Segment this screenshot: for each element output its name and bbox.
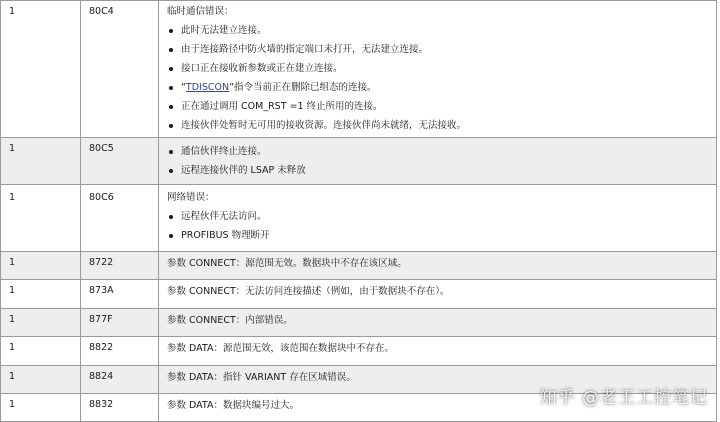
list-item-text: 通信伙伴终止连接。: [181, 146, 267, 157]
bullet-icon: [169, 48, 173, 52]
cell-description: [159, 138, 717, 185]
cell-value: 1: [1, 366, 81, 394]
cell-description: 参数 CONNECT：无法访问连接描述（例如，由于数据块不存在）。: [159, 280, 717, 309]
cell-code: 80C6: [81, 185, 159, 252]
cell-value: 1: [1, 252, 81, 280]
cell-description: 参数 CONNECT：内部错误。: [159, 309, 717, 337]
table-row: [1, 309, 717, 337]
bullet-list: [167, 210, 716, 243]
bullet-icon: [169, 215, 173, 219]
list-item: [167, 119, 716, 133]
list-item: [167, 62, 716, 76]
bullet-icon: [169, 86, 173, 90]
cell-value: 1: [1, 394, 81, 422]
bullet-list: [167, 24, 716, 133]
list-item: [167, 100, 716, 114]
list-item-text: 由于连接路径中防火墙的指定端口未打开，无法建立连接。: [181, 44, 429, 55]
cell-value: 1: [1, 337, 81, 366]
cell-code: 80C5: [81, 138, 159, 185]
cell-description: 参数 CONNECT：源范围无效。数据块中不存在该区域。: [159, 252, 717, 280]
watermark: 知乎 @老王工控笔记: [539, 388, 708, 408]
list-item: [167, 81, 716, 95]
list-item: [167, 164, 716, 178]
table-row: [1, 185, 717, 252]
bullet-icon: [169, 234, 173, 238]
list-item-text: 正在通过调用 COM_RST =1 终止所用的连接。: [181, 101, 383, 112]
cell-code: 80C4: [81, 1, 159, 138]
list-item: [167, 24, 716, 38]
cell-description: 参数 DATA：数据块编号过大。: [159, 394, 717, 422]
bullet-list: [167, 145, 716, 178]
table-row: [1, 252, 717, 280]
bullet-icon: [169, 29, 173, 33]
list-item-text: 连接伙伴处暂时无可用的接收资源。连接伙伴尚未就绪，无法接收。: [181, 120, 467, 131]
cell-value: 1: [1, 1, 81, 138]
cell-code: 8722: [81, 252, 159, 280]
list-item: [167, 210, 716, 224]
cell-description: [159, 185, 717, 252]
list-item-text: 远程伙伴无法访问。: [181, 211, 267, 222]
list-item-text: 此时无法建立连接。: [181, 25, 267, 36]
list-item-text: 接口正在接收新参数或正在建立连接。: [181, 63, 343, 74]
cell-value: 1: [1, 185, 81, 252]
cell-value: 1: [1, 280, 81, 309]
bullet-icon: [169, 124, 173, 128]
list-item-text: PROFIBUS 物理断开: [181, 230, 270, 241]
table-row: [1, 138, 717, 185]
list-item: [167, 43, 716, 57]
cell-code: 8824: [81, 366, 159, 394]
cell-value: 1: [1, 138, 81, 185]
bullet-icon: [169, 169, 173, 173]
bullet-icon: [169, 67, 173, 71]
cell-code: 8822: [81, 337, 159, 366]
cell-description: 参数 DATA：源范围无效，该范围在数据块中不存在。: [159, 337, 717, 366]
list-item-text: 远程连接伙伴的 LSAP 未释放: [181, 165, 306, 176]
cell-description: 参数 DATA：指针 VARIANT 存在区域错误。: [159, 366, 717, 394]
cell-code: 873A: [81, 280, 159, 309]
cell-code: 877F: [81, 309, 159, 337]
bullet-icon: [169, 105, 173, 109]
cell-code: 8832: [81, 394, 159, 422]
table-row: [1, 1, 717, 138]
bullet-icon: [169, 150, 173, 154]
cell-description: [159, 1, 717, 138]
description-heading: 临时通信错误：: [167, 6, 234, 17]
list-item-text-with-link[interactable]: “TDISCON”指令当前正在删除已组态的连接。: [181, 82, 377, 93]
list-item: [167, 145, 716, 159]
description-heading: 网络错误：: [167, 192, 215, 203]
list-item: [167, 229, 716, 243]
tdiscon-link[interactable]: TDISCON: [185, 82, 230, 93]
cell-value: 1: [1, 309, 81, 337]
table-row: [1, 280, 717, 309]
table-row: [1, 337, 717, 366]
